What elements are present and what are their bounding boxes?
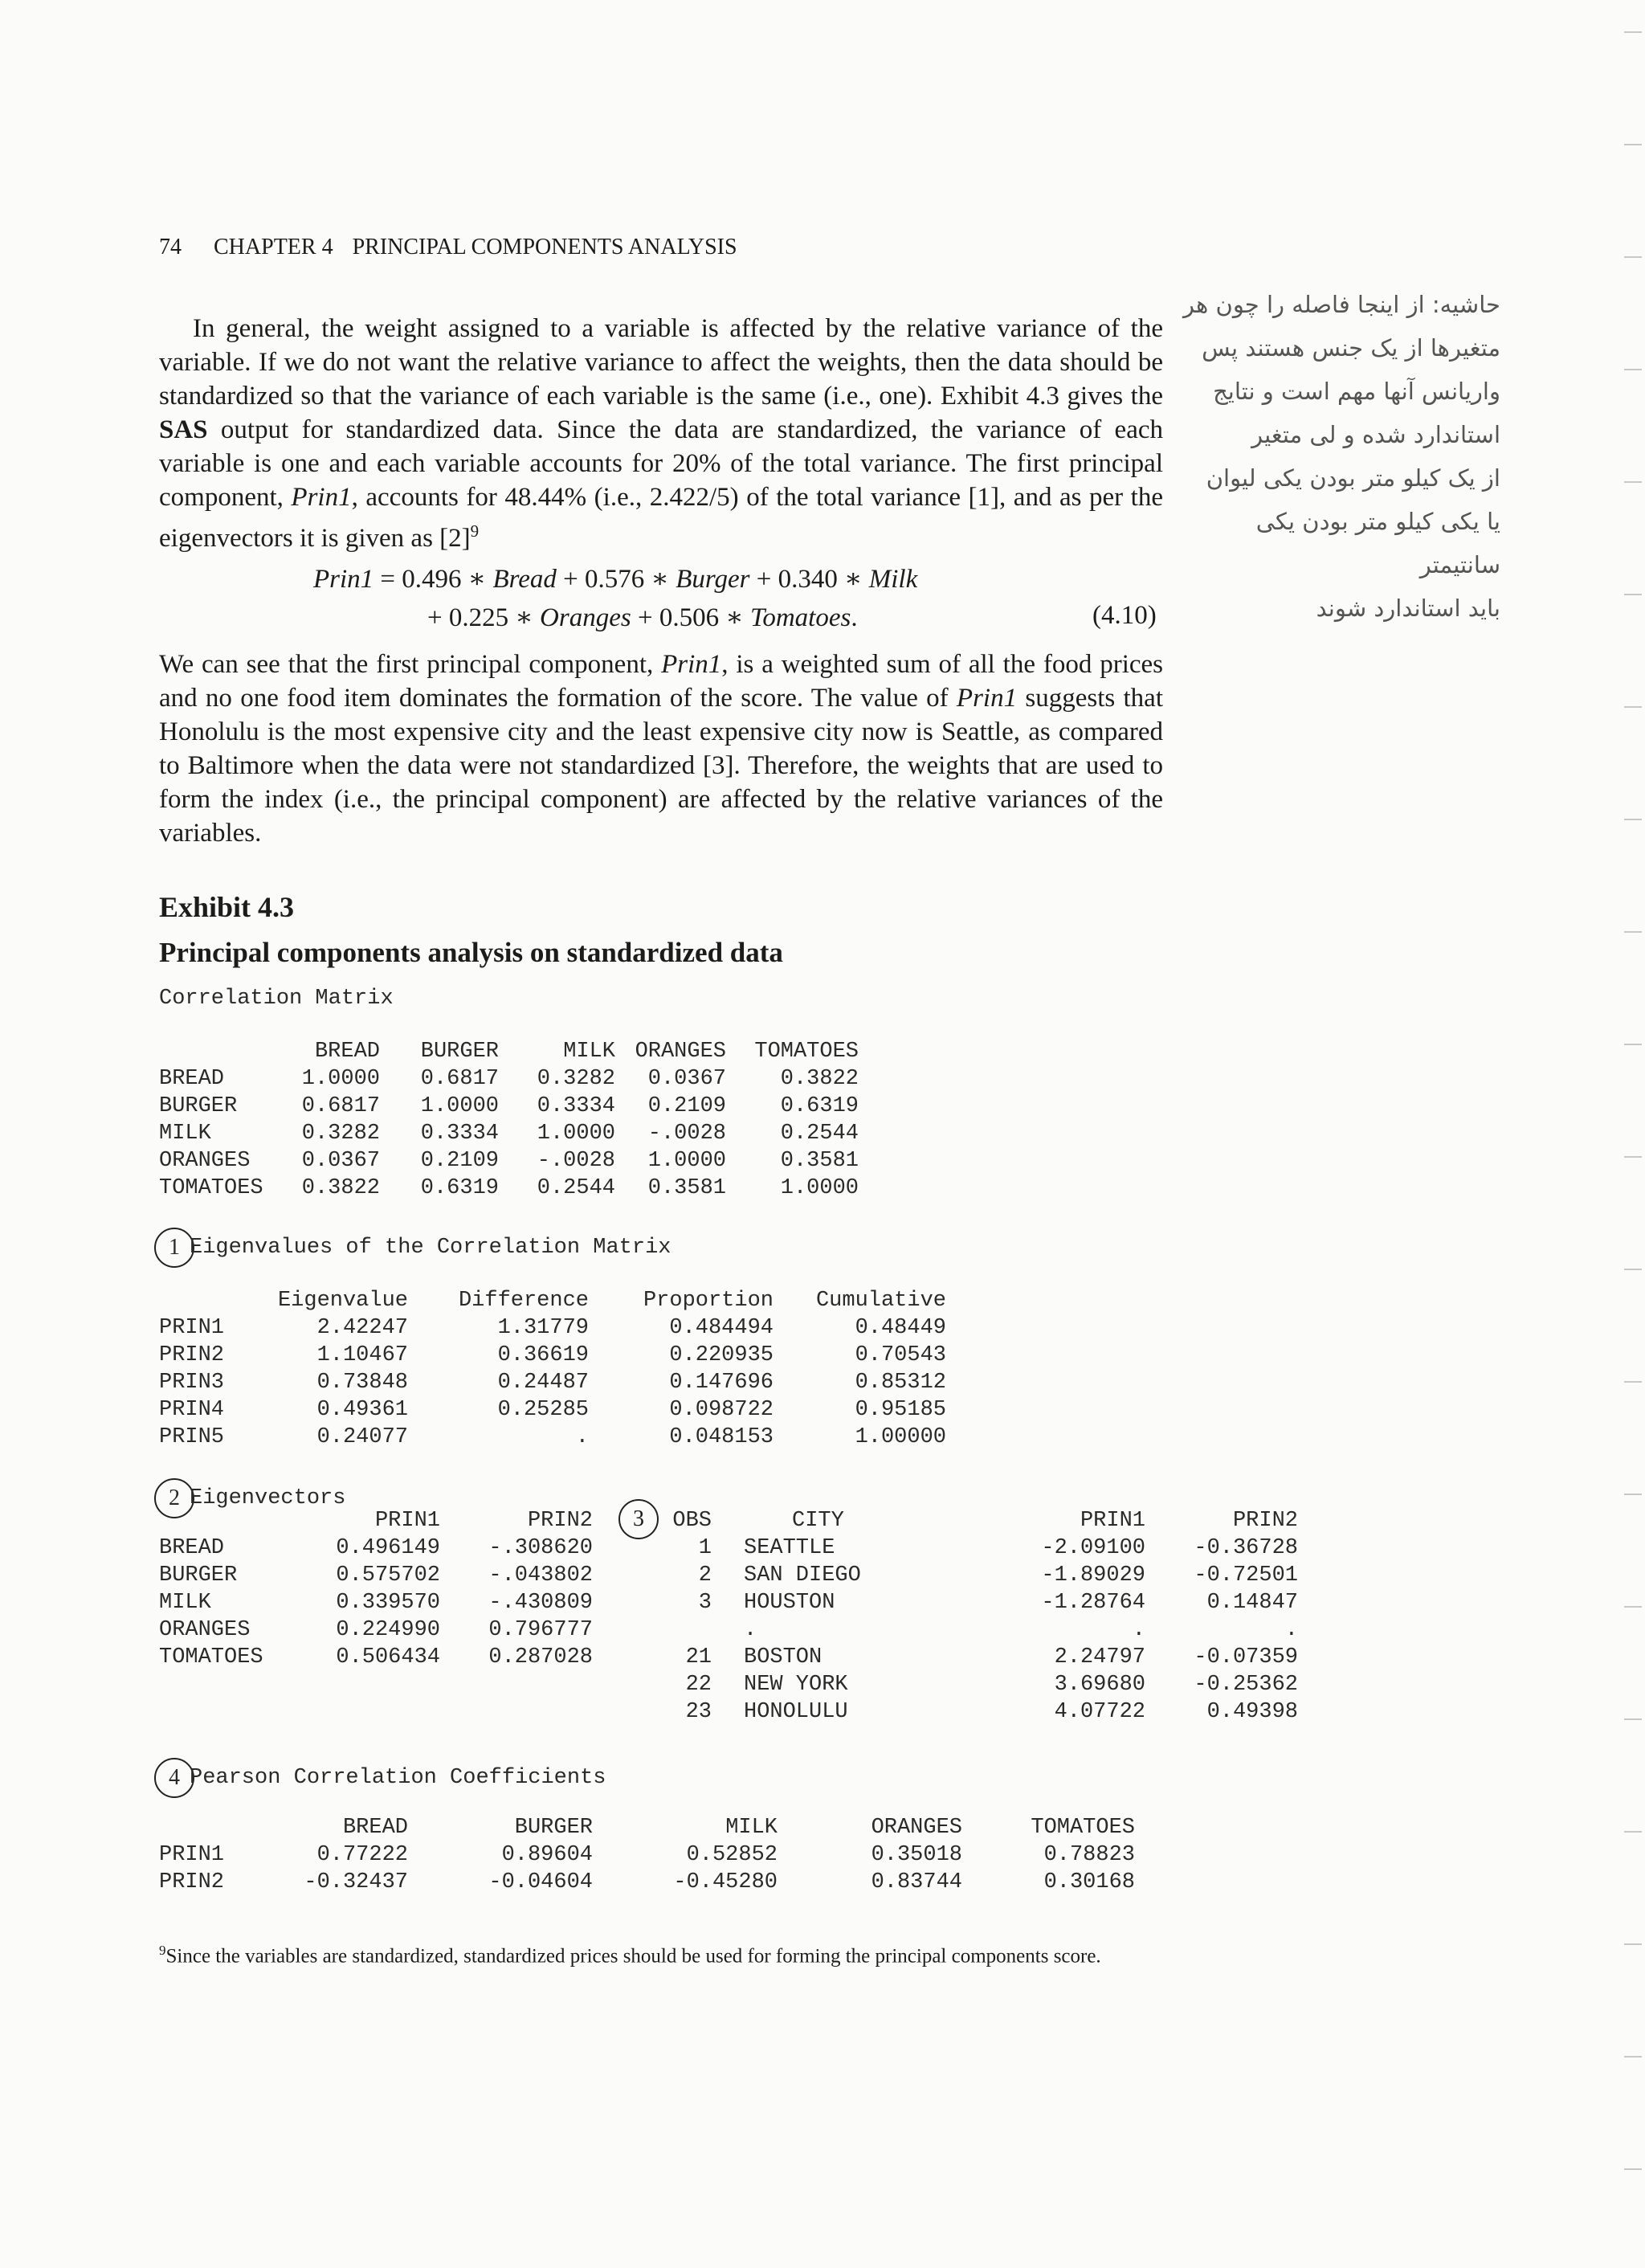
corr-row (159, 1065, 859, 1093)
table-cell: 0.6319 (420, 1176, 499, 1200)
column-header: Difference (458, 1289, 589, 1313)
column-header: ORANGES (871, 1816, 962, 1840)
table-cell: 1.0000 (780, 1176, 859, 1200)
marker-4: 4 (154, 1758, 194, 1798)
table-cell: 0.25285 (497, 1398, 589, 1422)
table-cell: 1.00000 (855, 1425, 946, 1449)
column-header: BURGER (420, 1040, 499, 1064)
scores-row (663, 1671, 1298, 1698)
equation-lhs: Prin1 (313, 565, 374, 594)
column-header: CITY (792, 1509, 844, 1533)
row-label: TOMATOES (159, 1176, 263, 1200)
table-cell: 0.2109 (647, 1094, 726, 1118)
prin1-term: Prin1 (956, 684, 1018, 713)
scores-row (663, 1534, 1298, 1562)
eigenvalues-row (159, 1314, 946, 1342)
table-cell: 1.10467 (316, 1343, 408, 1367)
paragraph-text: suggests that Honolulu is the most expensive city and the least expensive city now is Seattle, as compared to Baltimore when the data were not standardized [3]. Therefore, the weights that are used to form the index (i.e., the principal component) are affected by the relative variances of the variables. (159, 684, 1163, 848)
scores-header-row (663, 1507, 1298, 1534)
table-cell: 0.48449 (855, 1316, 946, 1340)
margin-note-line: باید استاندارد شوند (1316, 595, 1500, 622)
eigenvectors-row (159, 1616, 593, 1644)
table-cell: 0.2544 (780, 1122, 859, 1146)
table-cell: 0.6817 (301, 1094, 380, 1118)
corr-row (159, 1120, 859, 1147)
row-label: 3 (698, 1591, 712, 1615)
table-cell: SEATTLE (744, 1536, 835, 1560)
column-header: ORANGES (635, 1040, 726, 1064)
eigenvectors-row (159, 1562, 593, 1589)
table-cell: 1.31779 (497, 1316, 589, 1340)
row-label: MILK (159, 1591, 211, 1615)
eigenvalues-row (159, 1369, 946, 1396)
table-cell: 0.339570 (336, 1591, 440, 1615)
table-cell: 4.07722 (1054, 1700, 1145, 1724)
table-cell: BOSTON (744, 1645, 822, 1669)
table-cell: 1.0000 (647, 1149, 726, 1173)
eq-term: + 0.340 ∗ (749, 565, 869, 594)
margin-note-line: استاندارد شده و لی متغیر (1251, 421, 1500, 448)
column-header: Eigenvalue (277, 1289, 408, 1313)
scores-table (663, 1507, 1298, 1726)
eq-var: Milk (868, 565, 918, 594)
table-cell: 0.3822 (301, 1176, 380, 1200)
table-cell: 0.484494 (669, 1316, 774, 1340)
row-label: 22 (685, 1673, 712, 1697)
table-cell: 0.287028 (488, 1645, 593, 1669)
table-cell: NEW YORK (744, 1673, 848, 1697)
corr-row (159, 1147, 859, 1175)
footnote-text: Since the variables are standardized, standardized prices should be used for forming the principal components score. (165, 1945, 1101, 1968)
table-cell: 0.6817 (420, 1067, 499, 1091)
margin-note-line: متغیرها از یک جنس هستند پس (1202, 334, 1500, 362)
paragraph-text: output for standardized data. Since the data are standardized, the variance of each variable is one and each variable accounts for 20% of the total variance. The first principal component, (159, 415, 1163, 512)
column-header: PRIN1 (374, 1509, 440, 1533)
table-cell: 0.098722 (669, 1398, 774, 1422)
table-cell: 0.224990 (336, 1618, 440, 1642)
table-cell: 0.83744 (871, 1870, 962, 1894)
corr-row (159, 1093, 859, 1120)
table-cell: 0.85312 (855, 1371, 946, 1395)
table-cell: 0.89604 (501, 1843, 593, 1867)
sas-term: SAS (159, 415, 208, 444)
row-label: PRIN1 (159, 1843, 225, 1867)
running-head (159, 235, 737, 260)
row-label: BURGER (159, 1563, 238, 1588)
eigenvalues-row (159, 1424, 946, 1451)
table-cell: -2.09100 (1041, 1536, 1145, 1560)
column-header: TOMATOES (1031, 1816, 1135, 1840)
table-cell: -.0028 (537, 1149, 615, 1173)
table-cell: -0.45280 (673, 1870, 778, 1894)
row-label: MILK (159, 1122, 211, 1146)
paragraph-text: In general, the weight assigned to a variable is affected by the relative variance of the variable. If we do not want the relative variance to affect the weights, then the data should be standardized so that the variance of each variable is the same (i.e., one). Exhibit 4.3 gives the (159, 314, 1163, 411)
table-cell: . (744, 1618, 757, 1642)
table-cell: 0.3282 (301, 1122, 380, 1146)
table-cell: 0.048153 (669, 1425, 774, 1449)
pearson-title: Pearson Correlation Coefficients (190, 1766, 606, 1790)
row-label: PRIN1 (159, 1316, 225, 1340)
table-cell: 0.30168 (1043, 1870, 1135, 1894)
row-label: 2 (698, 1563, 712, 1588)
pearson-heading (154, 1758, 606, 1798)
column-header: MILK (563, 1040, 615, 1064)
table-cell: 0.3581 (647, 1176, 726, 1200)
eq-var: Tomatoes (750, 603, 851, 632)
table-cell: -.0028 (647, 1122, 726, 1146)
table-cell: 0.24077 (316, 1425, 408, 1449)
chapter-title: PRINCIPAL COMPONENTS ANALYSIS (352, 235, 737, 259)
eigenvectors-row (159, 1534, 593, 1562)
corr-row (159, 1175, 859, 1202)
prin1-term: Prin1 (291, 483, 352, 512)
row-label: ORANGES (159, 1618, 251, 1642)
table-cell: 0.0367 (301, 1149, 380, 1173)
table-cell: 0.3334 (537, 1094, 615, 1118)
row-label: 23 (685, 1700, 712, 1724)
table-cell: 0.77222 (316, 1843, 408, 1867)
table-cell: 0.147696 (669, 1371, 774, 1395)
table-cell: -.043802 (488, 1563, 593, 1588)
eigenvalues-table (159, 1287, 946, 1451)
equation-number: (4.10) (1092, 601, 1157, 630)
prin1-term: Prin1 (661, 650, 722, 679)
table-cell: -.430809 (488, 1591, 593, 1615)
column-header (159, 1507, 296, 1534)
margin-note-line: حاشیه: از اینجا فاصله را چون هر (1183, 291, 1500, 318)
row-label: PRIN2 (159, 1870, 225, 1894)
row-label: PRIN4 (159, 1398, 225, 1422)
eigenvalues-title: Eigenvalues of the Correlation Matrix (190, 1236, 671, 1260)
eigenvalues-row (159, 1342, 946, 1369)
eigenvalues-header-row (159, 1287, 946, 1314)
table-cell: -0.25362 (1194, 1673, 1298, 1697)
row-label: PRIN3 (159, 1371, 225, 1395)
table-cell: -0.36728 (1194, 1536, 1298, 1560)
column-header (159, 1038, 271, 1065)
eq-term: + 0.225 ∗ (427, 603, 541, 632)
table-cell: -0.72501 (1194, 1563, 1298, 1588)
marker-2: 2 (154, 1478, 194, 1518)
table-cell: 1.0000 (537, 1122, 615, 1146)
table-cell: 0.0367 (647, 1067, 726, 1091)
eigenvectors-header-row (159, 1507, 593, 1534)
paragraph-text: , accounts for 48.44% (i.e., 2.422/5) of the total variance [1], and as per the eigenvectors it is given as [2] (159, 483, 1163, 553)
marker-3: 3 (618, 1499, 659, 1539)
table-cell: -1.89029 (1041, 1563, 1145, 1588)
eigenvalues-heading (154, 1228, 671, 1268)
eigenvalues-row (159, 1396, 946, 1424)
table-cell: 0.78823 (1043, 1843, 1135, 1867)
page-number: 74 (159, 235, 182, 259)
pearson-row (159, 1869, 1135, 1896)
table-cell: 0.3822 (780, 1067, 859, 1091)
table-cell: 0.3581 (780, 1149, 859, 1173)
table-cell: 2.42247 (316, 1316, 408, 1340)
equation-line-1 (313, 562, 917, 595)
pearson-row (159, 1841, 1135, 1869)
table-cell: 0.95185 (855, 1398, 946, 1422)
column-header (159, 1814, 247, 1841)
eq-var: Bread (492, 565, 557, 594)
column-header: OBS (672, 1509, 712, 1533)
row-label (663, 1616, 712, 1644)
column-header: BURGER (514, 1816, 593, 1840)
column-header (159, 1287, 247, 1314)
table-cell: 1.0000 (420, 1094, 499, 1118)
eq-term: + 0.506 ∗ (631, 603, 751, 632)
discussion-paragraph (159, 648, 1163, 850)
handwritten-margin-note (1179, 283, 1500, 630)
table-cell: 0.3334 (420, 1122, 499, 1146)
table-cell: 0.6319 (780, 1094, 859, 1118)
table-cell: 0.14847 (1206, 1591, 1298, 1615)
table-cell: SAN DIEGO (744, 1563, 861, 1588)
table-cell: 2.24797 (1054, 1645, 1145, 1669)
table-cell: 0.35018 (871, 1843, 962, 1867)
footnote-ref: 9 (470, 521, 480, 541)
column-header: PRIN2 (527, 1509, 593, 1533)
table-cell: 0.36619 (497, 1343, 589, 1367)
row-label: PRIN2 (159, 1343, 225, 1367)
margin-note-line: واریانس آنها مهم است و نتایج (1213, 378, 1500, 405)
column-header: BREAD (314, 1040, 380, 1064)
correlation-matrix-table (159, 1038, 859, 1202)
scores-row (663, 1644, 1298, 1671)
exhibit-title: Exhibit 4.3 (159, 891, 295, 923)
table-cell: . (1284, 1618, 1298, 1642)
scores-row (663, 1589, 1298, 1616)
eigenvectors-table (159, 1507, 593, 1671)
table-cell: -.308620 (488, 1536, 593, 1560)
column-header: BREAD (342, 1816, 408, 1840)
column-header: PRIN1 (1080, 1509, 1145, 1533)
table-cell: 0.2544 (537, 1176, 615, 1200)
column-header: Cumulative (815, 1289, 946, 1313)
eq-term: + 0.576 ∗ (556, 565, 676, 594)
eq-term: = 0.496 ∗ (373, 565, 493, 594)
paragraph-text: , is a weighted sum of all the food prices and no one food item dominates the formation of the score. The value of (159, 650, 1163, 713)
eigenvectors-row (159, 1644, 593, 1671)
eq-var: Oranges (540, 603, 631, 632)
margin-note-line: یا یکی کیلو متر بودن یکی سانتیمتر (1255, 508, 1500, 578)
table-cell: 1.0000 (301, 1067, 380, 1091)
table-cell: HONOLULU (744, 1700, 848, 1724)
table-cell: HOUSTON (744, 1591, 835, 1615)
table-cell: 0.52852 (686, 1843, 778, 1867)
table-cell: 0.49398 (1206, 1700, 1298, 1724)
row-label: BREAD (159, 1536, 225, 1560)
table-cell: 0.3282 (537, 1067, 615, 1091)
paragraph-text: We can see that the first principal component, (159, 650, 662, 679)
table-cell: -0.32437 (304, 1870, 408, 1894)
intro-paragraph (159, 312, 1163, 555)
eigenvectors-title: Eigenvectors (190, 1486, 346, 1510)
equation-line-2 (427, 601, 858, 633)
column-header: MILK (725, 1816, 778, 1840)
table-cell: 0.796777 (488, 1618, 593, 1642)
row-label: TOMATOES (159, 1645, 263, 1669)
marker-1: 1 (154, 1228, 194, 1268)
table-cell: 0.73848 (316, 1371, 408, 1395)
exhibit-subtitle: Principal components analysis on standardized data (159, 937, 783, 968)
correlation-matrix-title: Correlation Matrix (159, 987, 394, 1011)
chapter-label: CHAPTER 4 (214, 235, 333, 259)
row-label: 21 (685, 1645, 712, 1669)
row-label: PRIN5 (159, 1425, 225, 1449)
scores-marker (618, 1499, 654, 1539)
table-cell: 0.220935 (669, 1343, 774, 1367)
row-label: BURGER (159, 1094, 238, 1118)
table-cell: 0.496149 (336, 1536, 440, 1560)
pearson-header-row (159, 1814, 1135, 1841)
table-cell: 0.506434 (336, 1645, 440, 1669)
corr-header-row (159, 1038, 859, 1065)
table-cell: 3.69680 (1054, 1673, 1145, 1697)
table-cell: 0.24487 (497, 1371, 589, 1395)
row-label: ORANGES (159, 1149, 251, 1173)
table-cell: . (575, 1425, 589, 1449)
column-header: PRIN2 (1232, 1509, 1298, 1533)
table-cell: -0.07359 (1194, 1645, 1298, 1669)
eq-var: Burger (676, 565, 750, 594)
pearson-table (159, 1814, 1135, 1896)
eigenvectors-row (159, 1589, 593, 1616)
row-label: 1 (698, 1536, 712, 1560)
table-cell: 0.49361 (316, 1398, 408, 1422)
row-label: BREAD (159, 1067, 225, 1091)
page-edge-marks (1613, 0, 1645, 2268)
column-header: TOMATOES (754, 1040, 859, 1064)
table-cell: 0.70543 (855, 1343, 946, 1367)
margin-note-line: از یک کیلو متر بودن یکی لیوان (1206, 464, 1500, 492)
footnote (159, 1936, 1163, 1971)
scores-row (663, 1562, 1298, 1589)
table-cell: 0.575702 (336, 1563, 440, 1588)
table-cell: 0.2109 (420, 1149, 499, 1173)
eq-term: . (851, 603, 858, 632)
column-header: Proportion (643, 1289, 774, 1313)
table-cell: -1.28764 (1041, 1591, 1145, 1615)
footnote-mark: 9 (159, 1943, 166, 1958)
table-cell: -0.04604 (488, 1870, 593, 1894)
scores-row (663, 1616, 1298, 1644)
table-cell: . (1132, 1618, 1145, 1642)
scores-row (663, 1698, 1298, 1726)
